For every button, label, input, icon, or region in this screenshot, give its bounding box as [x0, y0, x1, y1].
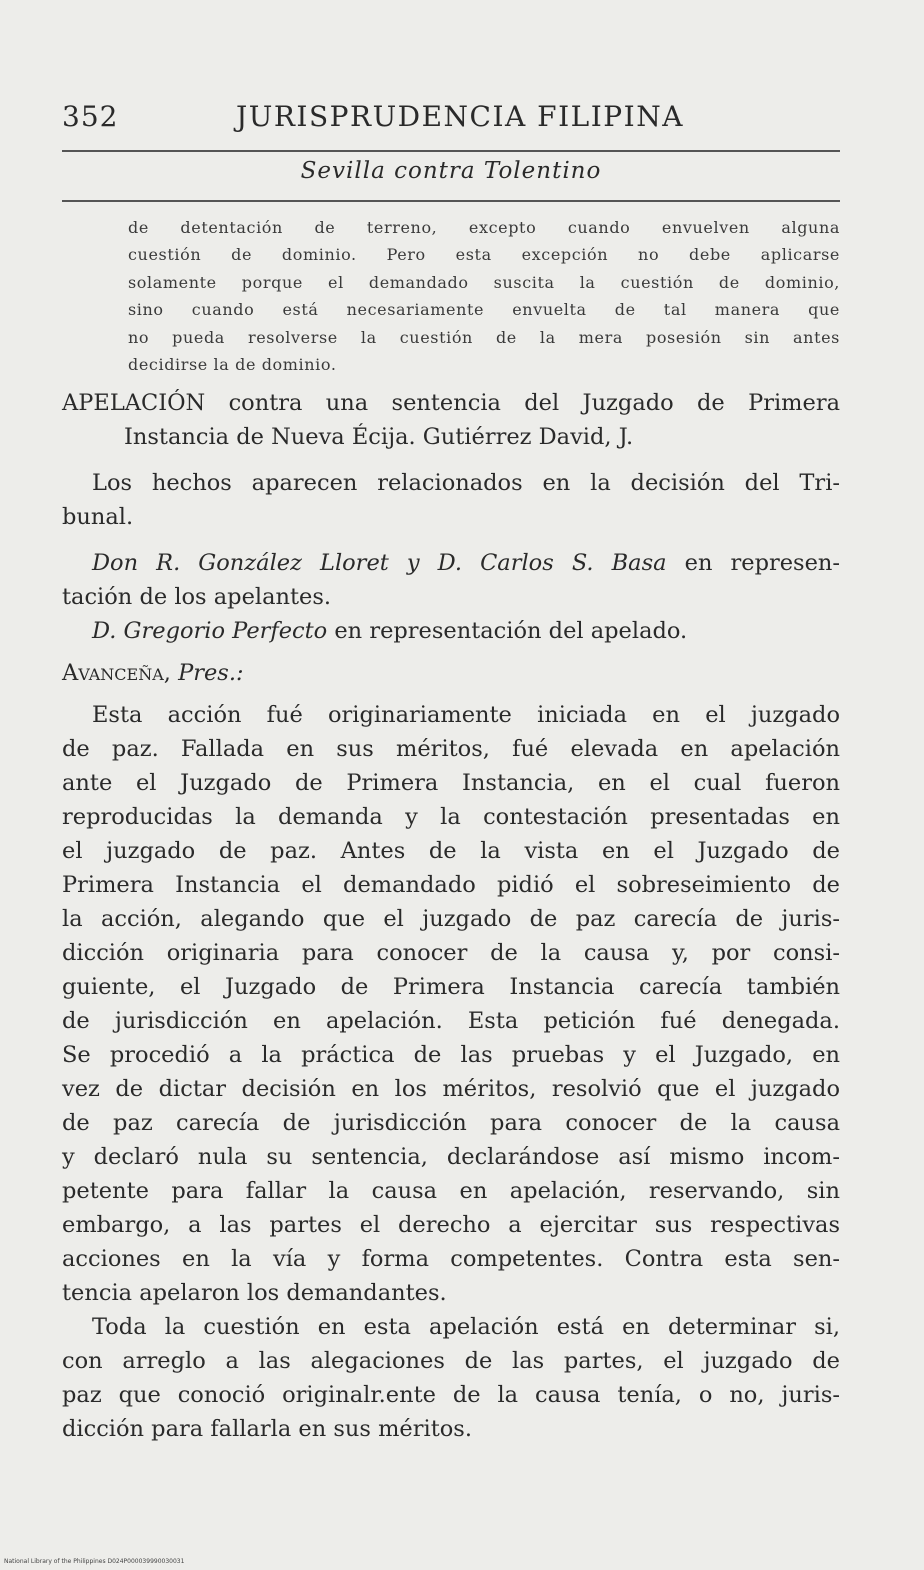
text-line: dicción originaria para conocer de la causa y, por consi- [62, 940, 840, 966]
syllabus-line: sino cuando está necesariamente envuelta de tal manera que [128, 300, 840, 320]
syllabus-line: no pueda resolverse la cuestión de la mera posesión sin antes [128, 327, 840, 347]
main-text [62, 386, 840, 1446]
paragraph-1 [62, 698, 840, 1310]
ponente-title: Pres.: [178, 660, 244, 686]
text-line: y declaró nula su sentencia, declarándose así mismo incom- [62, 1144, 840, 1170]
text-line: guiente, el Juzgado de Primera Instancia carecía también [62, 974, 840, 1000]
appellants-counsel-names: Don R. González Lloret y D. Carlos S. Basa [92, 550, 667, 576]
appellee-counsel-role: en representación del apelado. [327, 618, 688, 644]
text-line: embargo, a las partes el derecho a ejercitar sus respectivas [62, 1212, 840, 1238]
text-line: vez de dictar decisión en los méritos, resolvió que el juzgado [62, 1076, 840, 1102]
syllabus-line: decidirse la de dominio. [128, 355, 337, 375]
header-rule-top [62, 150, 840, 152]
case-title: Sevilla contra Tolentino [300, 158, 602, 184]
text-line: Esta acción fué originariamente iniciada en el juzgado [92, 702, 840, 728]
appeal-line: Instancia de Nueva Écija. Gutiérrez David, J. [124, 424, 634, 450]
text-line: tencia apelaron los demandantes. [62, 1280, 447, 1306]
text-line: con arreglo a las alegaciones de las partes, el juzgado de [62, 1348, 840, 1374]
text-line: paz que conoció originalr.ente de la causa tenía, o no, juris- [62, 1382, 840, 1408]
appellee-counsel-name: D. Gregorio Perfecto [92, 618, 328, 644]
text-line: ante el Juzgado de Primera Instancia, en el cual fueron [62, 770, 840, 796]
facts-line: bunal. [62, 504, 134, 530]
text-line: Primera Instancia el demandado pidió el sobreseimiento de [62, 872, 840, 898]
appellants-counsel-role: en represen- [666, 550, 840, 576]
text-line: reproducidas la demanda y la contestación presentadas en [62, 804, 840, 830]
page-number: 352 [62, 100, 119, 133]
text-line: de paz. Fallada en sus méritos, fué elevada en apelación [62, 736, 840, 762]
text-line: la acción, alegando que el juzgado de paz carecía de juris- [62, 906, 840, 932]
syllabus-line: cuestión de dominio. Pero esta excepción no debe aplicarse [128, 245, 840, 265]
counsel-appellee [62, 614, 840, 648]
text-line: dicción para fallarla en sus méritos. [62, 1416, 472, 1442]
text-line: Toda la cuestión en esta apelación está en determinar si, [92, 1314, 840, 1340]
text-line: acciones en la vía y forma competentes. Contra esta sen- [62, 1246, 840, 1272]
counsel-appellants-line2: tación de los apelantes. [62, 584, 332, 610]
header-rule-bottom [62, 200, 840, 202]
appeal-line: APELACIÓN contra una sentencia del Juzgado de Primera [62, 390, 840, 416]
journal-title: JURISPRUDENCIA FILIPINA [236, 100, 684, 133]
scan-footer: National Library of the Philippines D024P000039990030031 [4, 1558, 185, 1565]
ponente-name: Avanceña [62, 660, 164, 686]
text-line: de jurisdicción en apelación. Esta petición fué denegada. [62, 1008, 840, 1034]
syllabus [128, 214, 840, 378]
text-line: Se procedió a la práctica de las pruebas y el Juzgado, en [62, 1042, 840, 1068]
facts-line: Los hechos aparecen relacionados en la decisión del Tri- [92, 470, 840, 496]
syllabus-line: de detentación de terreno, excepto cuando envuelven alguna [128, 218, 840, 237]
ponente: Avanceña, Pres.: [62, 660, 244, 686]
paragraph-2 [62, 1310, 840, 1446]
text-line: de paz carecía de jurisdicción para conocer de la causa [62, 1110, 840, 1136]
text-line: petente para fallar la causa en apelación, reservando, sin [62, 1178, 840, 1204]
counsel-appellants [62, 546, 840, 580]
text-line: el juzgado de paz. Antes de la vista en el Juzgado de [62, 838, 840, 864]
syllabus-line: solamente porque el demandado suscita la cuestión de dominio, [128, 272, 840, 292]
